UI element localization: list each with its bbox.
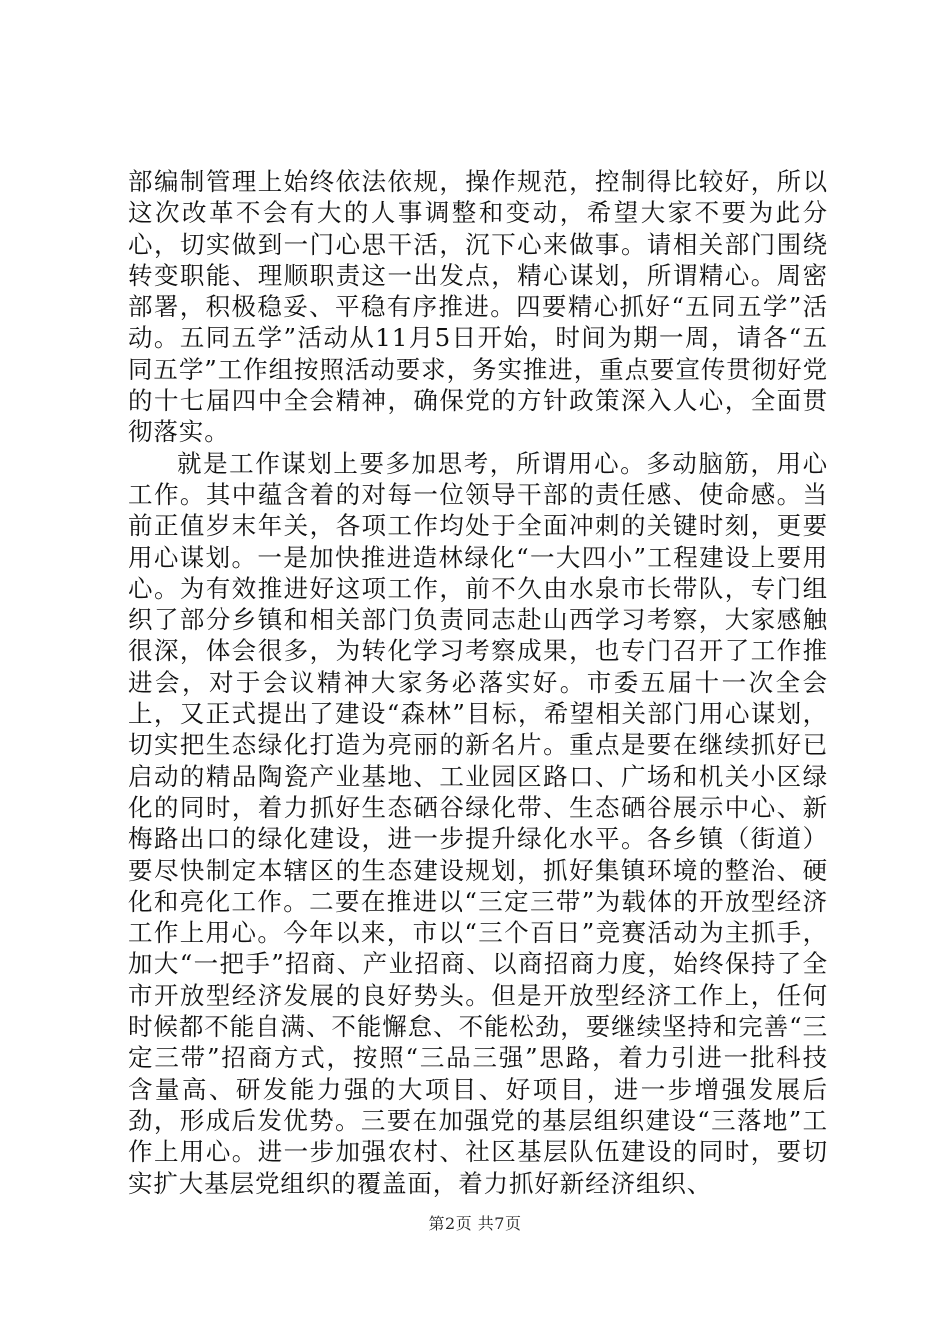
body-paragraph: 部编制管理上始终依法依规，操作规范，控制得比较好，所以这次改革不会有大的人事调整和变动，希望大家不要为此分心，切实做到一门心思干活，沉下心来做事。请相关部门围绕转变职能、理顺职责这一出发点，精心谋划，所谓精心。周密部署，积极稳妥、平稳有序推进。四要精心抓好“五同五学”活动。五同五学”活动从11月5日开始，时间为期一周，请各“五同五学”工作组按照活动要求，务实推进，重点要宣传贯彻好党的十七届四中全会精神，确保党的方针政策深入人心，全面贯彻落实。 bbox=[128, 167, 828, 447]
document-body bbox=[128, 166, 828, 1199]
body-paragraph: 就是工作谋划上要多加思考，所谓用心。多动脑筋，用心工作。其中蕴含着的对每一位领导干部的责任感、使命感。当前正值岁末年关，各项工作均处于全面冲刺的关键时刻，更要用心谋划。一是加快推进造林绿化“一大四小”工程建设上要用心。为有效推进好这项工作，前不久由水泉市长带队，专门组织了部分乡镇和相关部门负责同志赴山西学习考察，大家感触很深，体会很多，为转化学习考察成果，也专门召开了工作推进会，对于会议精神大家务必落实好。市委五届十一次全会上，又正式提出了建设“森林”目标，希望相关部门用心谋划，切实把生态绿化打造为亮丽的新名片。重点是要在继续抓好已启动的精品陶瓷产业基地、工业园区路口、广场和机关小区绿化的同时，着力抓好生态硒谷绿化带、生态硒谷展示中心、新梅路出口的绿化建设，进一步提升绿化水平。各乡镇（街道）要尽快制定本辖区的生态建设规划，抓好集镇环境的整治、硬化和亮化工作。二要在推进以“三定三带”为载体的开放型经济工作上用心。今年以来，市以“三个百日”竞赛活动为主抓手，加大“一把手”招商、产业招商、以商招商力度，始终保持了全市开放型经济发展的良好势头。但是开放型经济工作上，任何时候都不能自满、不能懈怠、不能松劲，要继续坚持和完善“三定三带”招商方式，按照“三品三强”思路，着力引进一批科技含量高、研发能力强的大项目、好项目，进一步增强发展后劲，形成后发优势。三要在加强党的基层组织建设“三落地”工作上用心。进一步加强农村、社区基层队伍建设的同时，要切实扩大基层党组织的覆盖面，着力抓好新经济组织、 bbox=[128, 448, 828, 1198]
page-number-footer: 第2页 共7页 bbox=[428, 1214, 522, 1233]
